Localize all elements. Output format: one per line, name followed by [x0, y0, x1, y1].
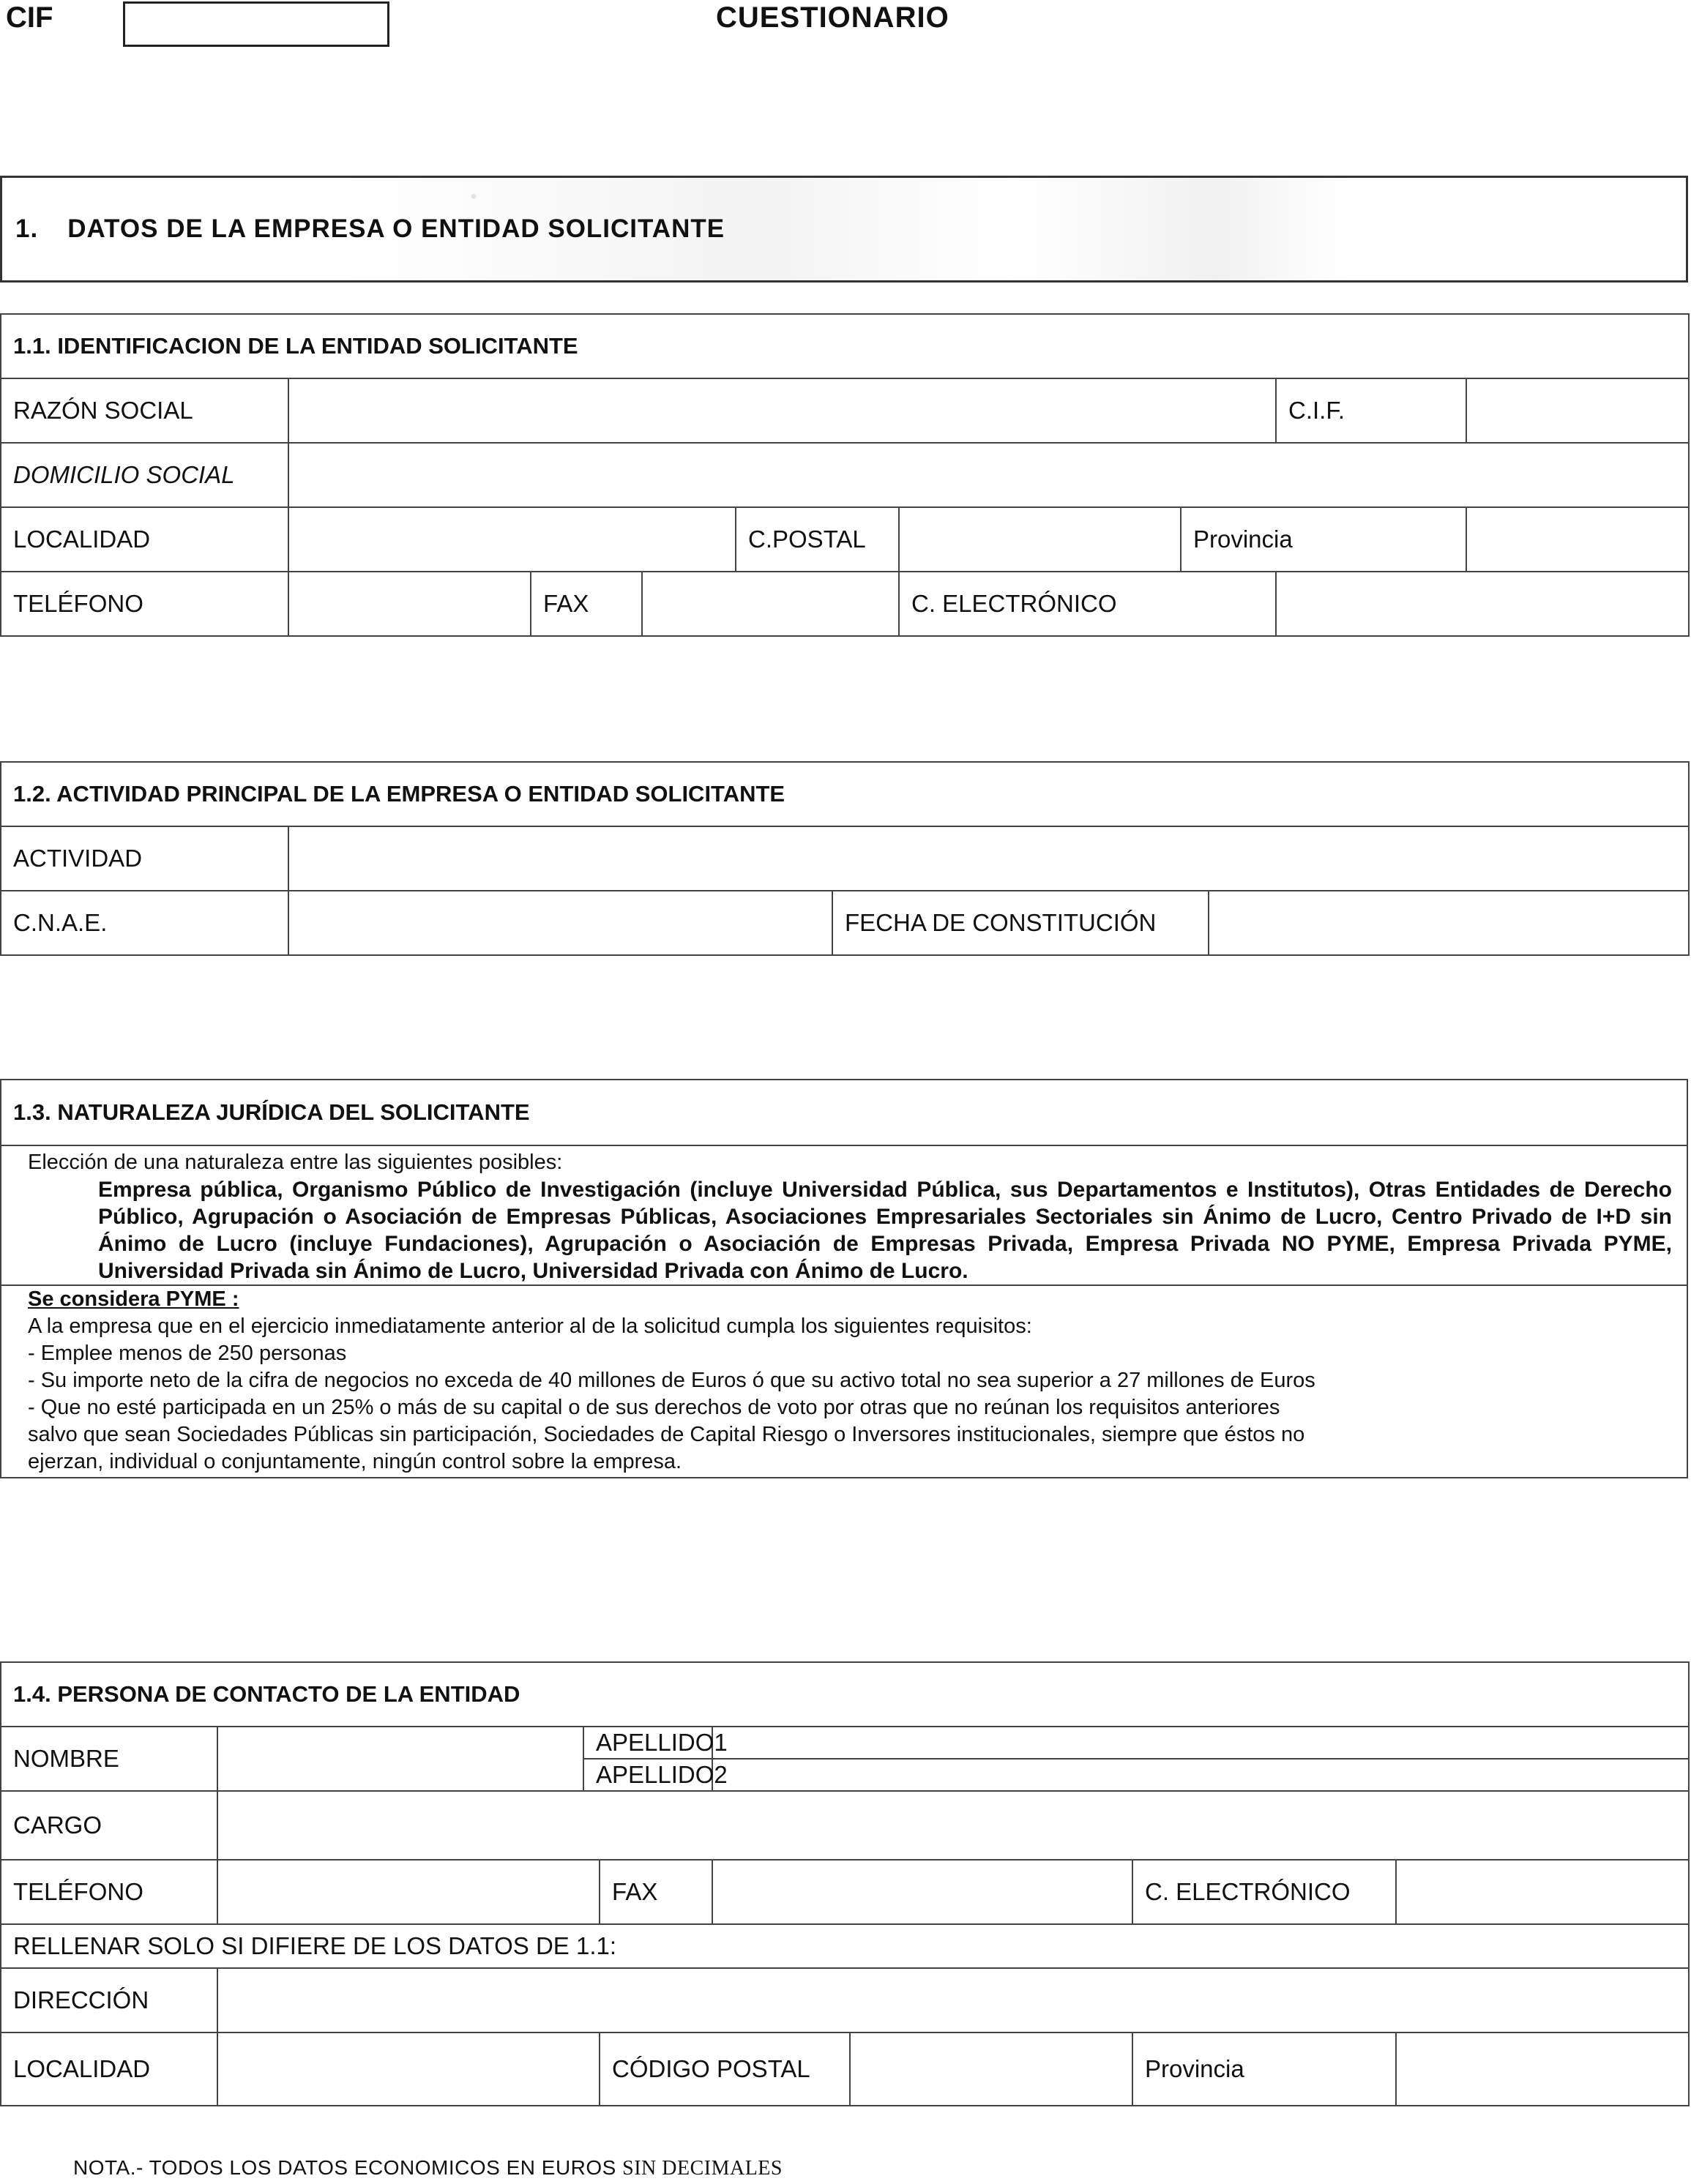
- rellenar-note: RELLENAR SOLO SI DIFIERE DE LOS DATOS DE 1.1:: [1, 1924, 1689, 1968]
- footer-note: [73, 2156, 783, 2180]
- footer-note-tail: SIN DECIMALES: [622, 2157, 783, 2180]
- section-1-2-title: 1.2. ACTIVIDAD PRINCIPAL DE LA EMPRESA O ENTIDAD SOLICITANTE: [1, 762, 1689, 826]
- footer-note-main: NOTA.- TODOS LOS DATOS ECONOMICOS EN EUROS: [73, 2156, 616, 2179]
- cif-label: CIF: [6, 1, 53, 34]
- activity-table: [0, 761, 1690, 956]
- section-1-1-title: 1.1. IDENTIFICACION DE LA ENTIDAD SOLICITANTE: [1, 314, 1689, 378]
- fecha-label: FECHA DE CONSTITUCIÓN: [832, 891, 1209, 955]
- section-1-banner: [0, 176, 1688, 283]
- contact-fax-label: FAX: [600, 1860, 712, 1924]
- contact-email-field[interactable]: [1396, 1860, 1689, 1924]
- cnae-label: C.N.A.E.: [1, 891, 288, 955]
- direccion-field[interactable]: [217, 1968, 1689, 2032]
- razon-social-field[interactable]: [288, 378, 1276, 443]
- contact-telefono-label: TELÉFONO: [1, 1860, 217, 1924]
- contact-provincia-label: Provincia: [1132, 2032, 1396, 2106]
- telefono-field[interactable]: [288, 572, 531, 636]
- cnae-field[interactable]: [288, 891, 832, 955]
- identification-table: [0, 313, 1690, 637]
- cpostal-field[interactable]: [899, 507, 1181, 572]
- nombre-field[interactable]: [217, 1727, 583, 1791]
- domicilio-label: DOMICILIO SOCIAL: [1, 443, 288, 507]
- localidad-label: LOCALIDAD: [1, 507, 288, 572]
- contact-table: [0, 1661, 1690, 2106]
- legal-nature-options: Empresa pública, Organismo Público de Investigación (incluye Universidad Pública, sus Departamentos e Institutos), Otras Entidades de Derecho Público, Agrupación o Asociación de Empresas Públicas, Asociaciones Empresariales Sectoriales sin Ánimo de Lucro, Centro Privado de I+D sin Ánimo de Lucro (incluye Fundaciones), Agrupación o Asociación de Empresas Privada, Empresa Privada NO PYME, Empresa Privada PYME, Universidad Privada sin Ánimo de Lucro, Universidad Privada con Ánimo de Lucro.: [98, 1178, 1672, 1283]
- email-label: C. ELECTRÓNICO: [899, 572, 1276, 636]
- pyme-line: - Emplee menos de 250 personas: [28, 1342, 347, 1365]
- pyme-line: ejerzan, individual o conjuntamente, ningún control sobre la empresa.: [28, 1450, 682, 1473]
- pyme-line: salvo que sean Sociedades Públicas sin participación, Sociedades de Capital Riesgo o Inversores institucionales, siempre que éstos no: [28, 1423, 1305, 1446]
- pyme-line: - Su importe neto de la cifra de negocios no exceda de 40 millones de Euros ó que su activo total no sea superior a 27 millones de Euros: [28, 1369, 1315, 1392]
- codigo-postal-label: CÓDIGO POSTAL: [600, 2032, 850, 2106]
- provincia-label: Provincia: [1181, 507, 1466, 572]
- apellido1-field[interactable]: [712, 1727, 1689, 1759]
- cargo-label: CARGO: [1, 1791, 217, 1860]
- domicilio-field[interactable]: [288, 443, 1689, 507]
- fax-field[interactable]: [642, 572, 899, 636]
- provincia-field[interactable]: [1466, 507, 1689, 572]
- pyme-line: - Que no esté participada en un 25% o más de su capital o de sus derechos de voto por otras que no reúnan los requisitos anteriores: [28, 1396, 1280, 1419]
- apellido2-field[interactable]: [712, 1759, 1689, 1791]
- section-1-number: 1.: [15, 214, 39, 243]
- section-1-3-title: 1.3. NATURALEZA JURÍDICA DEL SOLICITANTE: [1, 1080, 1687, 1146]
- contact-localidad-label: LOCALIDAD: [1, 2032, 217, 2106]
- razon-social-label: RAZÓN SOCIAL: [1, 378, 288, 443]
- legal-nature-box: [0, 1079, 1688, 1478]
- contact-localidad-field[interactable]: [217, 2032, 600, 2106]
- cargo-field[interactable]: [217, 1791, 1689, 1860]
- codigo-postal-field[interactable]: [850, 2032, 1132, 2106]
- direccion-label: DIRECCIÓN: [1, 1968, 217, 2032]
- pyme-line: A la empresa que en el ejercicio inmediatamente anterior al de la solicitud cumpla los siguientes requisitos:: [28, 1314, 1032, 1338]
- legal-nature-intro: Elección de una naturaleza entre las siguientes posibles:: [28, 1151, 563, 1174]
- apellido2-label: APELLIDO2: [583, 1759, 712, 1791]
- email-field[interactable]: [1276, 572, 1689, 636]
- apellido1-label: APELLIDO1: [583, 1727, 712, 1759]
- section-1-4-title: 1.4. PERSONA DE CONTACTO DE LA ENTIDAD: [1, 1662, 1689, 1727]
- actividad-field[interactable]: [288, 826, 1689, 891]
- pyme-heading: Se considera PYME :: [28, 1287, 239, 1311]
- contact-provincia-field[interactable]: [1396, 2032, 1689, 2106]
- fecha-field[interactable]: [1209, 891, 1689, 955]
- cif-field-label: C.I.F.: [1276, 378, 1466, 443]
- cif-input[interactable]: [123, 1, 389, 47]
- telefono-label: TELÉFONO: [1, 572, 288, 636]
- contact-telefono-field[interactable]: [217, 1860, 600, 1924]
- cpostal-label: C.POSTAL: [736, 507, 899, 572]
- localidad-field[interactable]: [288, 507, 736, 572]
- nombre-label: NOMBRE: [1, 1727, 217, 1791]
- section-1-title: DATOS DE LA EMPRESA O ENTIDAD SOLICITANTE: [67, 214, 725, 243]
- actividad-label: ACTIVIDAD: [1, 826, 288, 891]
- contact-email-label: C. ELECTRÓNICO: [1132, 1860, 1396, 1924]
- contact-fax-field[interactable]: [712, 1860, 1132, 1924]
- fax-label: FAX: [531, 572, 642, 636]
- cif-field[interactable]: [1466, 378, 1689, 443]
- page-title: CUESTIONARIO: [716, 1, 949, 34]
